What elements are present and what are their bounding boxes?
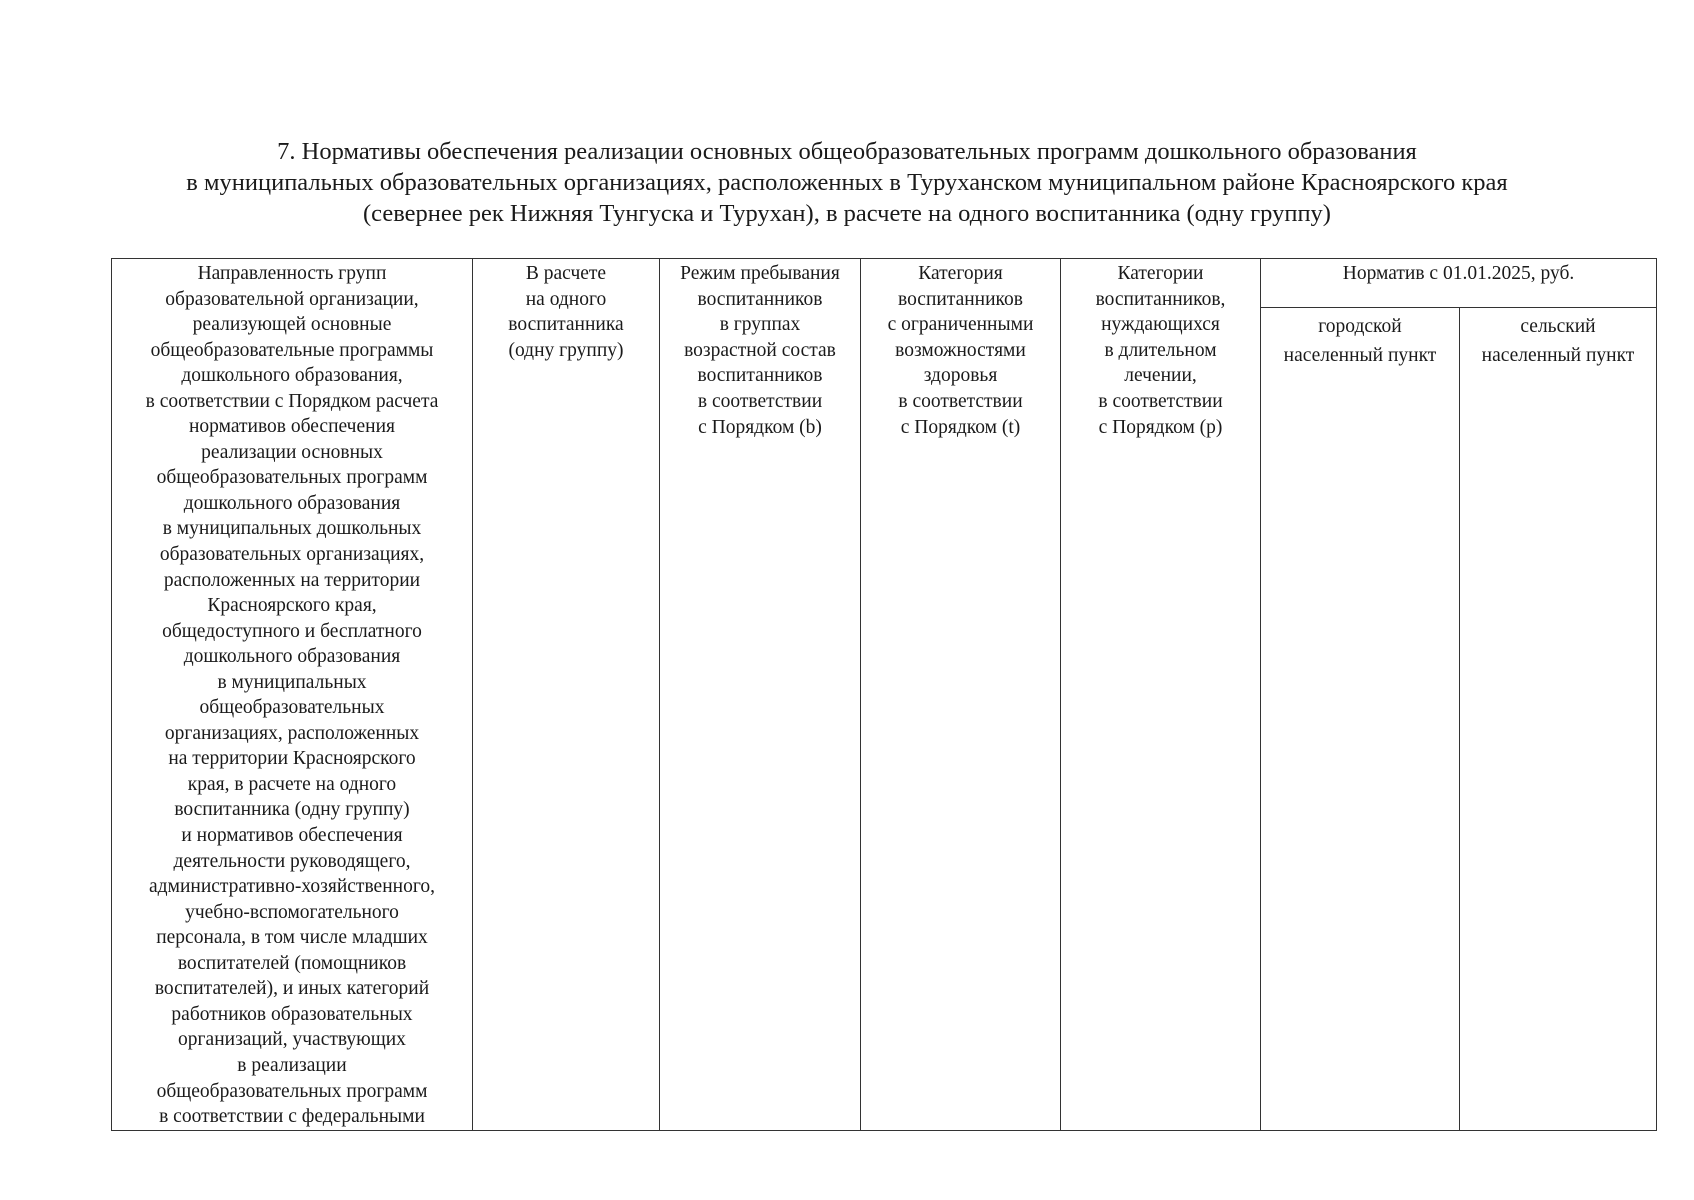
title-line-3: (севернее рек Нижняя Тунгуска и Турухан), в расчете на одного воспитанника (одну группу) bbox=[363, 200, 1331, 227]
header-mode: Режим пребывания воспитанников в группах возрастной состав воспитанников в соответствии с Порядком (b) bbox=[660, 259, 861, 1131]
header-norm: Норматив с 01.01.2025, руб. bbox=[1261, 259, 1657, 308]
header-urban: городской населенный пункт bbox=[1261, 308, 1460, 1131]
header-rural: сельский населенный пункт bbox=[1460, 308, 1657, 1131]
header-category-health: Категория воспитанников с ограниченными возможностями здоровья в соответствии с Порядком (t) bbox=[861, 259, 1061, 1131]
title-line-1: 7. Нормативы обеспечения реализации основных общеобразовательных программ дошкольного образования bbox=[277, 138, 1417, 165]
header-per-pupil: В расчете на одного воспитанника (одну группу) bbox=[473, 259, 660, 1131]
table-header-row bbox=[112, 259, 1657, 308]
header-category-treatment: Категории воспитанников, нуждающихся в длительном лечении, в соответствии с Порядком (p) bbox=[1061, 259, 1261, 1131]
header-direction: Направленность групп образовательной организации, реализующей основные общеобразовательные программы дошкольного образования, в соответствии с Порядком расчета нормативов обеспечения реализации основных общеобразовательных программ дошкольного образования в муниципальных дошкольных образовательных организациях, расположенных на территории Красноярского края, общедоступного и бесплатного дошкольного образования в муниципальных общеобразовательных организациях, расположенных на территории Красноярского края, в расчете на одного воспитанника (одну группу) и нормативов обеспечения деятельности руководящего, административно-хозяйственного, учебно-вспомогательного персонала, в том числе младших воспитателей (помощников воспитателей), и иных категорий работников образовательных организаций, участвующих в реализации общеобразовательных программ в соответствии с федеральными bbox=[112, 259, 473, 1131]
title-line-2: в муниципальных образовательных организациях, расположенных в Туруханском муниципальном районе Красноярского края bbox=[186, 169, 1508, 196]
document-title bbox=[0, 136, 1694, 229]
norms-table bbox=[111, 258, 1657, 1131]
